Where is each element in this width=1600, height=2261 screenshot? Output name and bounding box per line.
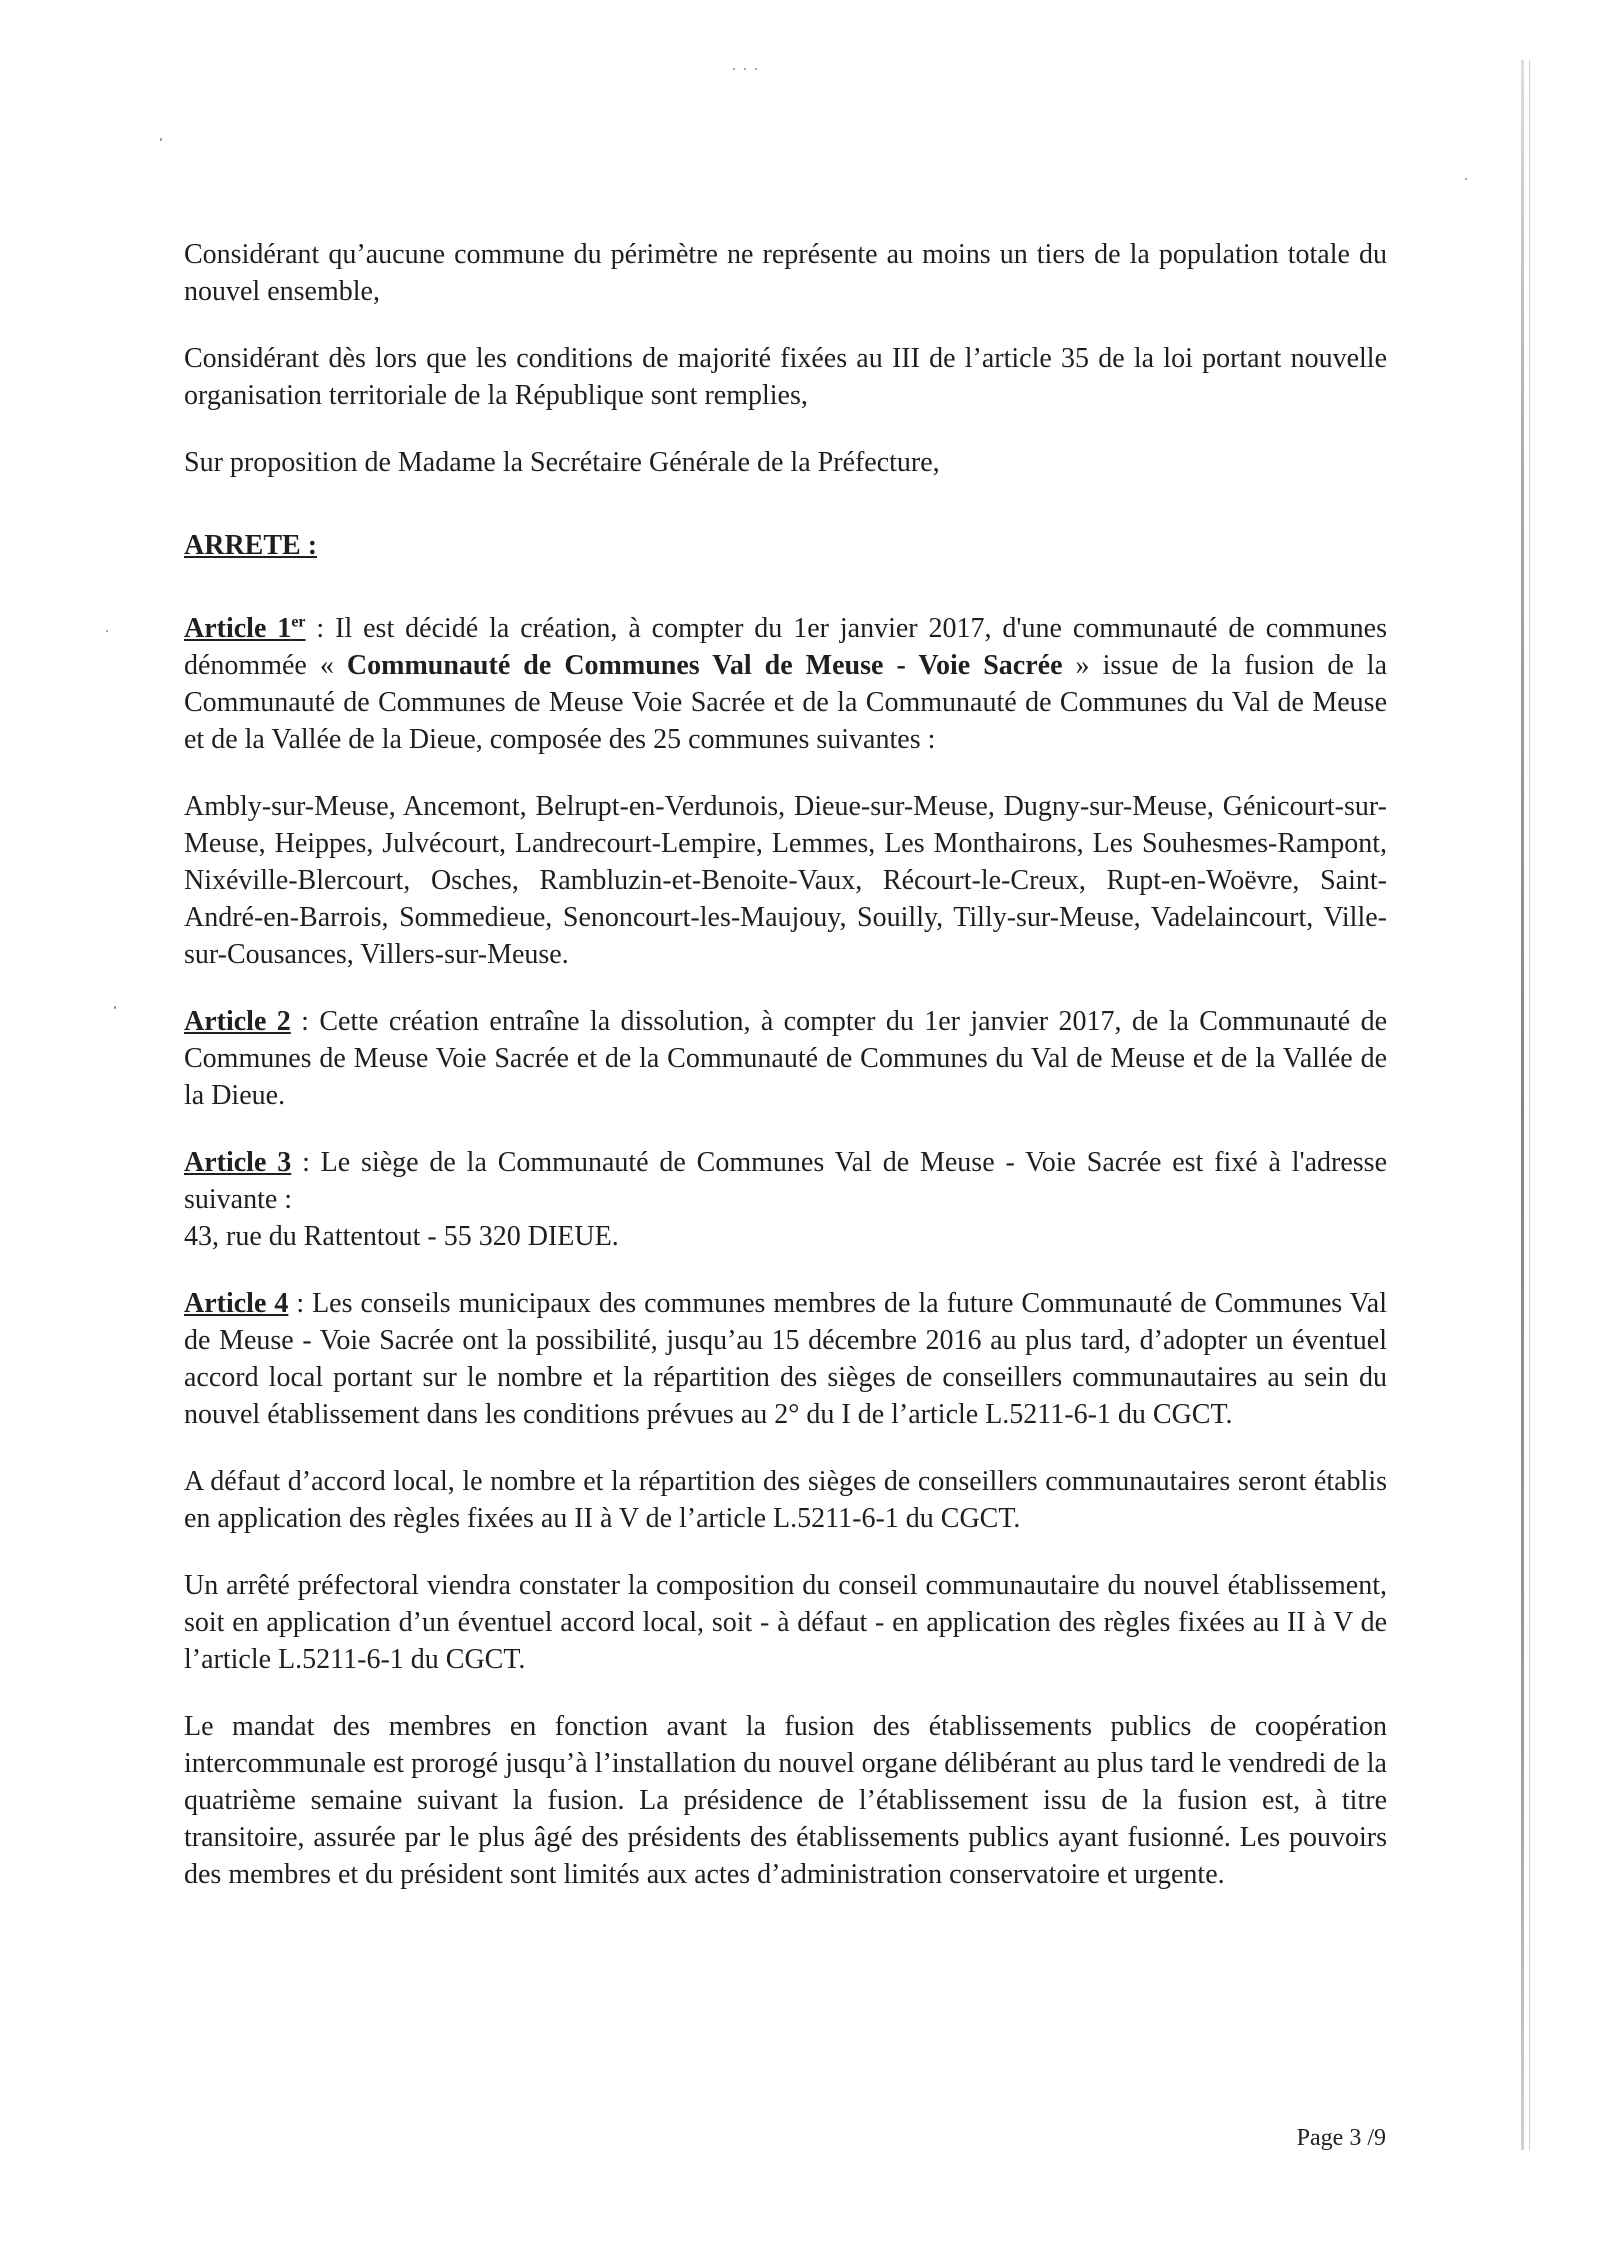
article-4-label: Article 4 [184, 1288, 289, 1319]
scan-speck [755, 68, 757, 70]
scan-edge-artifact [1521, 60, 1524, 2150]
article-4-paragraph-4: Le mandat des membres en fonction avant la fusion des établissements publics de coopération intercommunale est prorogé jusqu’à l’installation du nouvel organe délibérant au plus tard le vendredi de la quatrième semaine suivant la fusion. La présidence de l’établissement issu de la fusion est, à titre transitoire, assurée par le plus âgé des présidents des établissements publics ayant fusionné. Les pouvoirs des membres et du président sont limités aux actes d’administration conservatoire et urgente. [184, 1711, 1387, 1890]
article-3-address: 43, rue du Rattentout - 55 320 DIEUE. [184, 1221, 619, 1252]
document-body [184, 236, 1387, 1893]
scan-speck [114, 1006, 116, 1009]
article-3-text: : Le siège de la Communauté de Communes Val de Meuse - Voie Sacrée est fixé à l'adresse suivante : [184, 1147, 1388, 1215]
article-1 [184, 610, 1387, 758]
article-2-text: : Cette création entraîne la dissolution, à compter du 1er janvier 2017, de la Communauté de Communes de Meuse Voie Sacrée et de la Communauté de Communes du Val de Meuse et de la Vallée de la Dieue. [184, 1006, 1387, 1111]
article-4-paragraph-2: A défaut d’accord local, le nombre et la répartition des sièges de conseillers communautaires seront établis en application des règles fixées au II à V de l’article L.5211-6-1 du CGCT. [184, 1466, 1387, 1534]
article-2 [184, 1003, 1387, 1114]
scan-speck [106, 630, 108, 632]
communes-list: Ambly-sur-Meuse, Ancemont, Belrupt-en-Verdunois, Dieue-sur-Meuse, Dugny-sur-Meuse, Génicourt-sur-Meuse, Heippes, Julvécourt, Landrecourt-Lempire, Lemmes, Les Monthairons, Les Souhesmes-Rampont, Nixéville-Blercourt, Osches, Rambluzin-et-Benoite-Vaux, Récourt-le-Creux, Rupt-en-Woëvre, Saint-André-en-Barrois, Sommedieue, Senoncourt-les-Maujouy, Souilly, Tilly-sur-Meuse, Vadelaincourt, Ville-sur-Cousances, Villers-sur-Meuse. [184, 791, 1387, 970]
scan-speck [160, 138, 162, 141]
scan-speck [744, 68, 746, 70]
scan-speck [1465, 178, 1467, 180]
proposal-paragraph: Sur proposition de Madame la Secrétaire Générale de la Préfecture, [184, 447, 940, 478]
article-1-label: Article 1er [184, 613, 306, 644]
article-3-label: Article 3 [184, 1147, 292, 1178]
article-2-label: Article 2 [184, 1006, 291, 1037]
community-name: Communauté de Communes Val de Meuse - Voie Sacrée [346, 650, 1063, 681]
scan-speck [733, 68, 735, 70]
article-3 [184, 1144, 1387, 1218]
page-number: Page 3 /9 [1296, 2125, 1386, 2151]
article-4 [184, 1285, 1387, 1433]
scan-edge-line [1529, 60, 1530, 2150]
article-4-text: : Les conseils municipaux des communes membres de la future Communauté de Communes Val de Meuse - Voie Sacrée ont la possibilité, jusqu’au 15 décembre 2016 au plus tard, d’adopter un éventuel accord local portant sur le nombre et la répartition des sièges de conseillers communautaires au sein du nouvel établissement dans les conditions prévues au 2° du I de l’article L.5211-6-1 du CGCT. [184, 1288, 1387, 1430]
article-1-text-after: » issue de la fusion de la Communauté de Communes de Meuse Voie Sacrée et de la Communauté de Communes du Val de Meuse et de la Vallée de la Dieue, composée des 25 communes suivantes : [184, 650, 1388, 755]
considering-paragraph-2: Considérant dès lors que les conditions de majorité fixées au III de l’article 35 de la loi portant nouvelle organisation territoriale de la République sont remplies, [184, 343, 1387, 411]
arrete-heading: ARRETE : [184, 530, 318, 561]
considering-paragraph-1: Considérant qu’aucune commune du périmètre ne représente au moins un tiers de la population totale du nouvel ensemble, [184, 239, 1387, 307]
article-4-paragraph-3: Un arrêté préfectoral viendra constater la composition du conseil communautaire du nouvel établissement, soit en application d’un éventuel accord local, soit - à défaut - en application des règles fixées au II à V de l’article L.5211-6-1 du CGCT. [184, 1570, 1387, 1675]
article-1-text-before: : Il est décidé la création, à compter du 1er janvier 2017, d'une communauté de communes dénommée « [184, 613, 1387, 681]
